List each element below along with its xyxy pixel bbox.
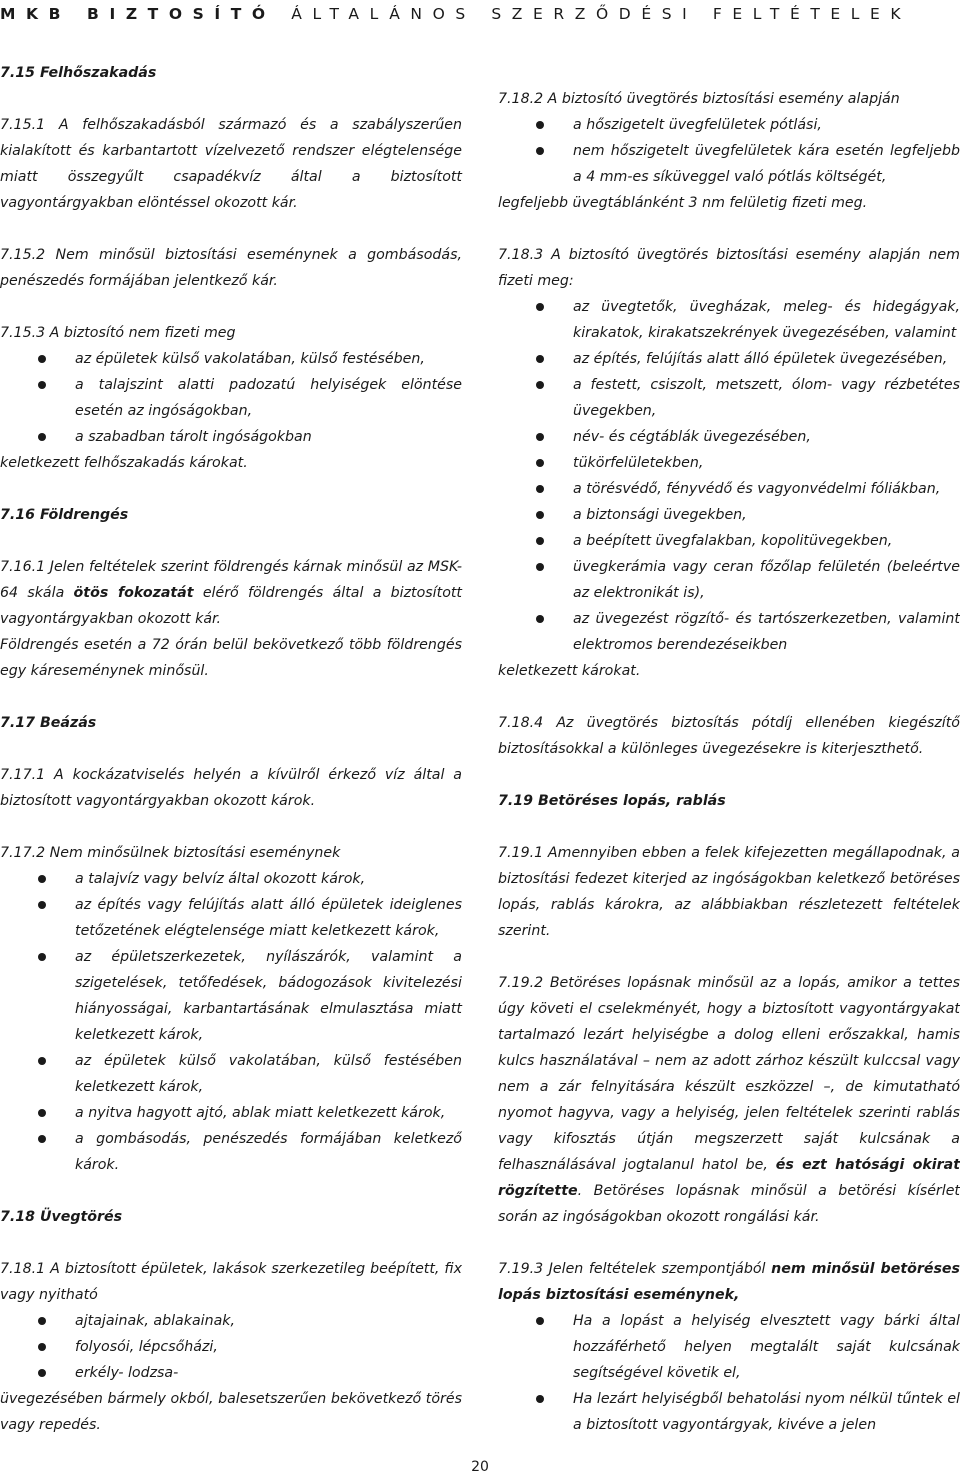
list-item: a szabadban tárolt ingóságokban [0,424,462,450]
paragraph-7-19-1: 7.19.1 Amennyiben ebben a felek kifejezetten megállapodnak, a biztosítási fedezet kiterjed az ingóságokban keletkező betöréses lopás, rablás károkra, az alábbiakban részletezett feltételek szerint. [498,845,960,939]
list-7-15-3 [0,346,462,450]
list-item: nem hőszigetelt üvegfelületek kára esetén legfeljebb a 4 mm-es síküveggel való pótlás költségét, [498,138,960,190]
paragraph-7-18-3-outro: keletkezett károkat. [498,663,641,679]
paragraph-7-18-2-outro: legfeljebb üvegtáblánként 3 nm felületig fizeti meg. [498,195,868,211]
list-item: az épületek külső vakolatában, külső festésében keletkezett károk, [0,1048,462,1100]
section-title-7-18: 7.18 Üvegtörés [0,1209,123,1225]
header-brand: MKB BIZTOSÍTÓ [0,5,276,23]
paragraph-7-18-1-intro: 7.18.1 A biztosított épületek, lakások szerkezetileg beépített, fix vagy nyitható [0,1261,462,1303]
paragraph-7-15-1: 7.15.1 A felhőszakadásból származó és a szabályszerűen kialakított és karbantartott vízelvezető rendszer elégtelensége miatt összegyűlt csapadékvíz által a biztosított vagyontárgyakban elöntéssel okozott kár. [0,117,462,211]
left-column [0,60,462,1438]
text-run: elérő földrengés által a biztosított vagyontárgyakban okozott kár. [0,585,462,627]
paragraph-7-16-1-cont: Földrengés esetén a 72 órán belül bekövetkező több földrengés egy káreseménynek minősül. [0,637,462,679]
list-item: név- és cégtáblák üvegezésében, [498,424,960,450]
list-item: ajtajainak, ablakainak, [0,1308,462,1334]
list-item: az üvegezést rögzítő- és tartószerkezetben, valamint elektromos berendezéseikben [498,606,960,658]
list-item: a törésvédő, fényvédő és vagyonvédelmi fóliákban, [498,476,960,502]
list-7-18-1 [0,1308,462,1386]
paragraph-7-15-3-intro: 7.15.3 A biztosító nem fizeti meg [0,325,236,341]
list-item: a talajvíz vagy belvíz által okozott károk, [0,866,462,892]
list-item: tükörfelületekben, [498,450,960,476]
list-item: a nyitva hagyott ajtó, ablak miatt keletkezett károk, [0,1100,462,1126]
text-run: 7.19.2 Betöréses lopásnak minősül az a lopás, amikor a tettes úgy követi el cselekményét, hogy a biztosított vagyontárgyakat tartalmazó lezárt helyiségbe a dolog elleni erőszakkal, hamis kulcs használatával – nem az adott zárhoz készült kulccsal vagy nem a zár felnyitására készült eszközzel –, de kimutatható nyomot hagyva, vagy a helyiség, jelen feltételek szerinti rablás vagy kifosztás útján megszerzett saját kulcsának a felhasználásával jogtalanul hatol be, [498,975,960,1173]
paragraph-7-19-2 [498,970,960,1230]
list-item: üvegkerámia vagy ceran főzőlap felületén (beleértve az elektronikát is), [498,554,960,606]
list-item: a beépített üvegfalakban, kopolitüvegekben, [498,528,960,554]
list-item: folyosói, lépcsőházi, [0,1334,462,1360]
list-item: erkély- lodzsa- [0,1360,462,1386]
list-item: az építés, felújítás alatt álló épületek üvegezésében, [498,346,960,372]
paragraph-7-17-1: 7.17.1 A kockázatviselés helyén a kívülről érkező víz által a biztosított vagyontárgyakban okozott károk. [0,767,462,809]
list-7-18-3 [498,294,960,658]
text-run: 7.19.3 Jelen feltételek szempontjából [498,1261,766,1277]
paragraph-7-18-1-outro: üvegezésében bármely okból, balesetszerűen bekövetkező törés vagy repedés. [0,1391,462,1433]
section-title-7-17: 7.17 Beázás [0,715,97,731]
section-title-7-15: 7.15 Felhőszakadás [0,65,157,81]
text-bold-run: ötös fokozatát [73,585,194,601]
document-header [0,3,960,25]
paragraph-7-19-3 [498,1256,960,1308]
section-title-7-19: 7.19 Betöréses lopás, rablás [498,793,726,809]
paragraph-7-18-4: 7.18.4 Az üvegtörés biztosítás pótdíj ellenében kiegészítő biztosításokkal a különleges üvegezésekre is kiterjeszthető. [498,715,960,757]
right-column [498,86,960,1438]
paragraph-7-17-2-intro: 7.17.2 Nem minősülnek biztosítási eseménynek [0,845,341,861]
list-item: a gombásodás, penészedés formájában keletkező károk. [0,1126,462,1178]
text-run: . Betöréses lopásnak minősül a betörési kísérlet során az ingóságokban okozott rongálási kár. [498,1183,960,1225]
list-item: Ha lezárt helyiségből behatolási nyom nélkül tűntek el a biztosított vagyontárgyak, kivéve a jelen [498,1386,960,1438]
header-title: ÁLTALÁNOS SZERZŐDÉSI FELTÉTELEK [291,5,912,23]
section-title-7-16: 7.16 Földrengés [0,507,129,523]
list-item: a hőszigetelt üvegfelületek pótlási, [498,112,960,138]
page-number: 20 [471,1459,489,1475]
list-item: a talajszint alatti padozatú helyiségek elöntése esetén az ingóságokban, [0,372,462,424]
paragraph-7-15-3-outro: keletkezett felhőszakadás károkat. [0,455,248,471]
paragraph-7-18-3-intro: 7.18.3 A biztosító üvegtörés biztosítási esemény alapján nem fizeti meg: [498,247,960,289]
list-item: az üvegtetők, üvegházak, meleg- és hidegágyak, kirakatok, kirakatszekrények üvegezésében, valamint [498,294,960,346]
text-bold-run: nem minősül betöréses lopás biztosítási eseménynek, [498,1261,960,1303]
paragraph-7-15-2: 7.15.2 Nem minősül biztosítási eseménynek a gombásodás, penészedés formájában jelentkező kár. [0,247,462,289]
text-run: 7.16.1 Jelen feltételek szerint földrengés kárnak minősül az MSK-64 skála [0,559,462,601]
list-7-18-2 [498,112,960,190]
list-7-19-3 [498,1308,960,1438]
text-bold-run: és ezt hatósági okirat rögzítette [498,1157,960,1199]
paragraph-7-18-2-intro: 7.18.2 A biztosító üvegtörés biztosítási esemény alapján [498,91,900,107]
list-item: a biztonsági üvegekben, [498,502,960,528]
list-item: az építés vagy felújítás alatt álló épületek ideiglenes tetőzetének elégtelensége miatt keletkezett károk, [0,892,462,944]
list-7-17-2 [0,866,462,1178]
list-item: Ha a lopást a helyiség elvesztett vagy bárki által hozzáférhető helyen megtalált saját kulcsának segítségével követik el, [498,1308,960,1386]
list-item: az épületek külső vakolatában, külső festésében, [0,346,462,372]
list-item: a festett, csiszolt, metszett, ólom- vagy rézbetétes üvegekben, [498,372,960,424]
list-item: az épületszerkezetek, nyílászárók, valamint a szigetelések, tetőfedések, bádogozások kivitelezési hiányosságai, karbantartásának elmulasztása miatt keletkezett károk, [0,944,462,1048]
paragraph-7-16-1 [0,554,462,632]
